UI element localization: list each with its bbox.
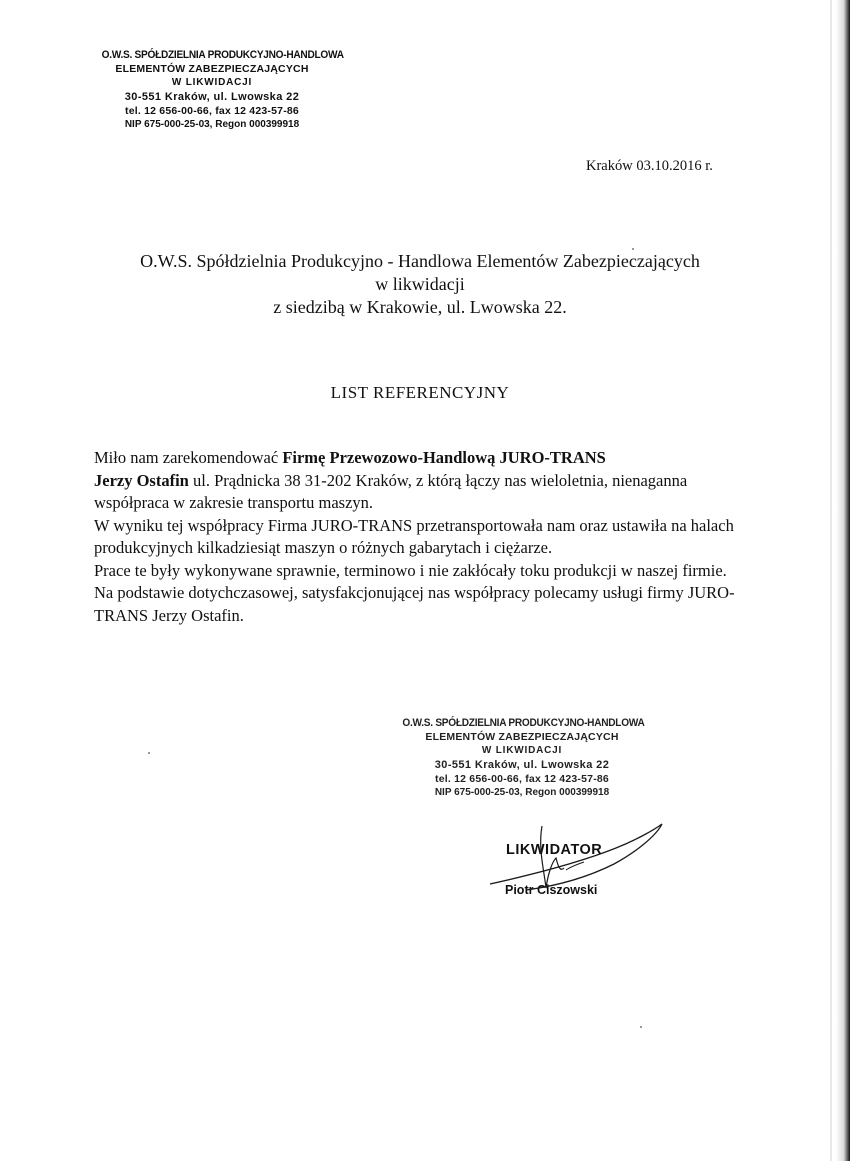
body-paragraph-2: W wyniku tej współpracy Firma JURO-TRANS przetransportowała nam oraz ustawiła na halach produkcyjnych kilkadziesiąt maszyn o różnych gabarytach i ciężarze.: [94, 515, 734, 557]
signature-stroke-main: [490, 824, 662, 890]
stamp-line-nip: NIP 675-000-25-03, Regon 000399918: [124, 119, 300, 130]
signatory-title: LIKWIDATOR: [506, 842, 603, 858]
stamp-line-phone: tel. 12 656-00-66, fax 12 423-57-86: [125, 105, 299, 117]
scan-edge-line: [830, 0, 832, 1161]
scan-edge-shadow: [836, 0, 850, 1161]
letter-date: Kraków 03.10.2016 r.: [586, 158, 713, 174]
stamp-line-elements: ELEMENTÓW ZABEZPIECZAJĄCYCH: [425, 731, 619, 743]
body-paragraph-1: [94, 447, 754, 515]
handwritten-signature: [486, 818, 676, 908]
stamp-line-liquidation: W LIKWIDACJI: [481, 745, 563, 756]
addressee-status: w likwidacji: [375, 274, 465, 294]
body-paragraph-1-rest: ul. Prądnicka 38 31-202 Kraków, z którą łączy nas wieloletnia, nienaganna współpraca w zakresie transportu maszyn.: [94, 470, 688, 512]
stamp-line-name: O.W.S. SPÓŁDZIELNIA PRODUKCYJNO-HANDLOWA: [402, 717, 645, 729]
letter-body: [94, 447, 754, 627]
scan-speck: [640, 1026, 642, 1028]
body-intro: Miło nam zarekomendować: [94, 448, 283, 467]
addressee-block: [60, 250, 780, 319]
body-paragraph-3: Prace te były wykonywane sprawnie, terminowo i nie zakłócały toku produkcji w naszej firmie.: [94, 560, 727, 580]
company-stamp-signature: [392, 716, 652, 800]
addressee-seat: z siedzibą w Krakowie, ul. Lwowska 22.: [273, 297, 567, 317]
stamp-line-address: 30-551 Kraków, ul. Lwowska 22: [124, 91, 300, 103]
scan-speck: [148, 752, 150, 754]
body-paragraph-4: Na podstawie dotychczasowej, satysfakcjonującej nas współpracy polecamy usługi firmy JURO-TRANS Jerzy Ostafin.: [94, 583, 735, 625]
company-stamp-header: [92, 48, 344, 132]
stamp-line-name: O.W.S. SPÓŁDZIELNIA PRODUKCYJNO-HANDLOWA: [101, 49, 344, 61]
signature-stroke-loop: [541, 826, 564, 888]
stamp-line-phone: tel. 12 656-00-66, fax 12 423-57-86: [435, 773, 609, 785]
stamp-line-elements: ELEMENTÓW ZABEZPIECZAJĄCYCH: [115, 63, 309, 75]
stamp-line-liquidation: W LIKWIDACJI: [171, 77, 253, 88]
stamp-line-address: 30-551 Kraków, ul. Lwowska 22: [434, 759, 610, 771]
stamp-line-nip: NIP 675-000-25-03, Regon 000399918: [434, 787, 610, 798]
letter-heading: LIST REFERENCYJNY: [330, 383, 510, 402]
signature-stroke-tail: [566, 862, 584, 870]
body-owner-name: Jerzy Ostafin: [94, 470, 189, 490]
body-company-name: Firmę Przewozowo-Handlową JURO-TRANS: [282, 448, 606, 467]
scan-speck: [632, 248, 634, 250]
signatory-name: Piotr Ciszowski: [505, 883, 598, 897]
addressee-name: O.W.S. Spółdzielnia Produkcyjno - Handlowa Elementów Zabezpieczających: [140, 251, 700, 271]
